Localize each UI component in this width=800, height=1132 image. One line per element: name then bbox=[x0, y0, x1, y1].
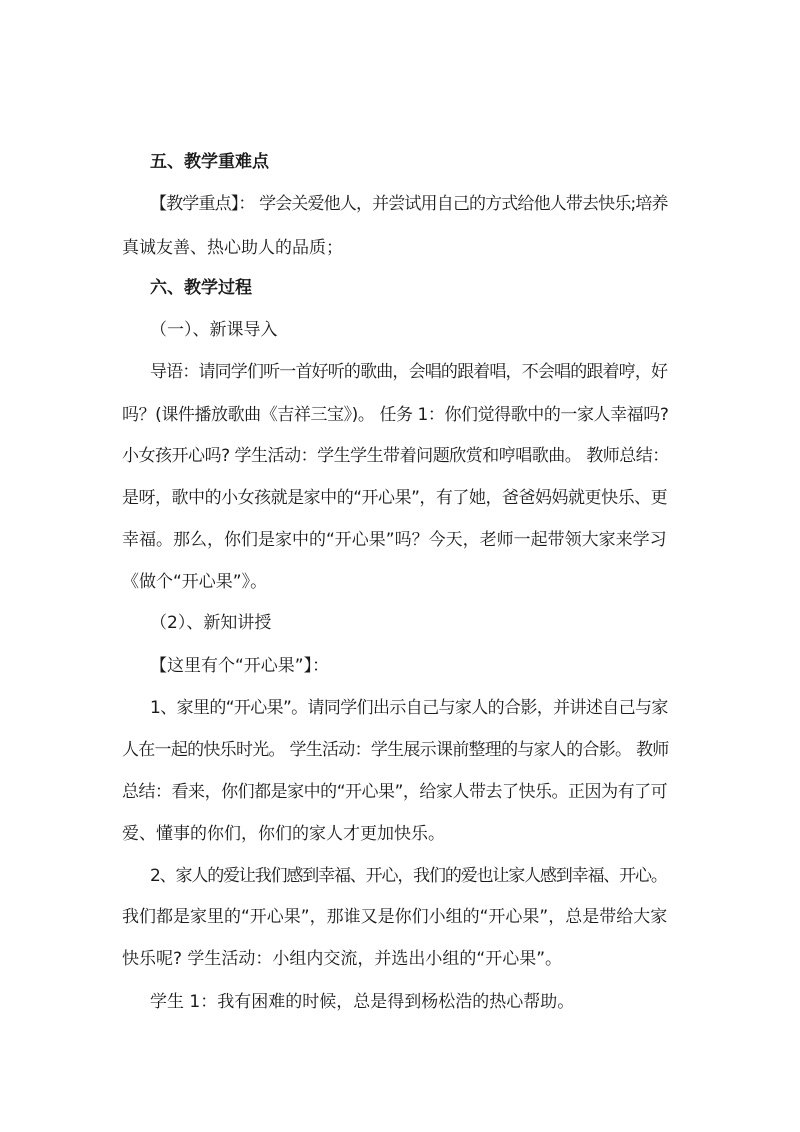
intro-line-2: 吗？(课件播放歌曲《吉祥三宝》)。 任务 1：你们觉得歌中的一家人幸福吗? bbox=[122, 405, 669, 425]
item-1-line-3: 总结：看来，你们都是家中的“开心果”，给家人带去了快乐。正因为有了可 bbox=[122, 782, 668, 802]
heading-teaching-process: 六、教学过程 bbox=[150, 278, 252, 298]
item-1-line-2: 人在一起的快乐时光。 学生活动：学生展示课前整理的与家人的合影。 教师 bbox=[122, 740, 669, 760]
student-1-line: 学生 1：我有困难的时候，总是得到杨松浩的热心帮助。 bbox=[150, 992, 575, 1012]
section-1-title: （一）、新课导入 bbox=[150, 320, 278, 340]
key-points-line-1: 【教学重点】： 学会关爱他人，并尝试用自己的方式给他人带去快乐;培养 bbox=[150, 194, 668, 214]
item-1-line-4: 爱、懂事的你们，你们的家人才更加快乐。 bbox=[122, 824, 445, 844]
item-2-line-2: 我们都是家里的“开心果”，那谁又是你们小组的“开心果”，总是带给大家 bbox=[122, 907, 668, 927]
subsection-title: 【这里有个“开心果”】： bbox=[150, 656, 330, 676]
intro-line-4: 是呀，歌中的小女孩就是家中的“开心果”，有了她，爸爸妈妈就更快乐、更 bbox=[122, 488, 668, 508]
key-points-line-2: 真诚友善、热心助人的品质； bbox=[122, 238, 343, 258]
intro-line-1: 导语：请同学们听一首好听的歌曲，会唱的跟着唱，不会唱的跟着哼，好 bbox=[150, 362, 668, 382]
item-1-line-1: 1、家里的“开心果”。请同学们出示自己与家人的合影，并讲述自己与家 bbox=[150, 698, 668, 718]
intro-line-5: 幸福。那么，你们是家中的“开心果”吗？今天，老师一起带领大家来学习 bbox=[122, 530, 667, 550]
item-2-line-1: 2、家人的爱让我们感到幸福、开心，我们的爱也让家人感到幸福、开心。 bbox=[150, 866, 667, 886]
heading-teaching-focus: 五、教学重难点 bbox=[150, 152, 269, 172]
intro-line-6: 《做个“开心果”》。 bbox=[122, 572, 268, 592]
item-2-line-3: 快乐呢? 学生活动：小组内交流，并选出小组的“开心果”。 bbox=[122, 949, 563, 969]
intro-line-3: 小女孩开心吗? 学生活动：学生学生带着问题欣赏和哼唱歌曲。 教师总结： bbox=[122, 446, 669, 466]
section-2-title: （2）、新知讲授 bbox=[150, 613, 272, 633]
